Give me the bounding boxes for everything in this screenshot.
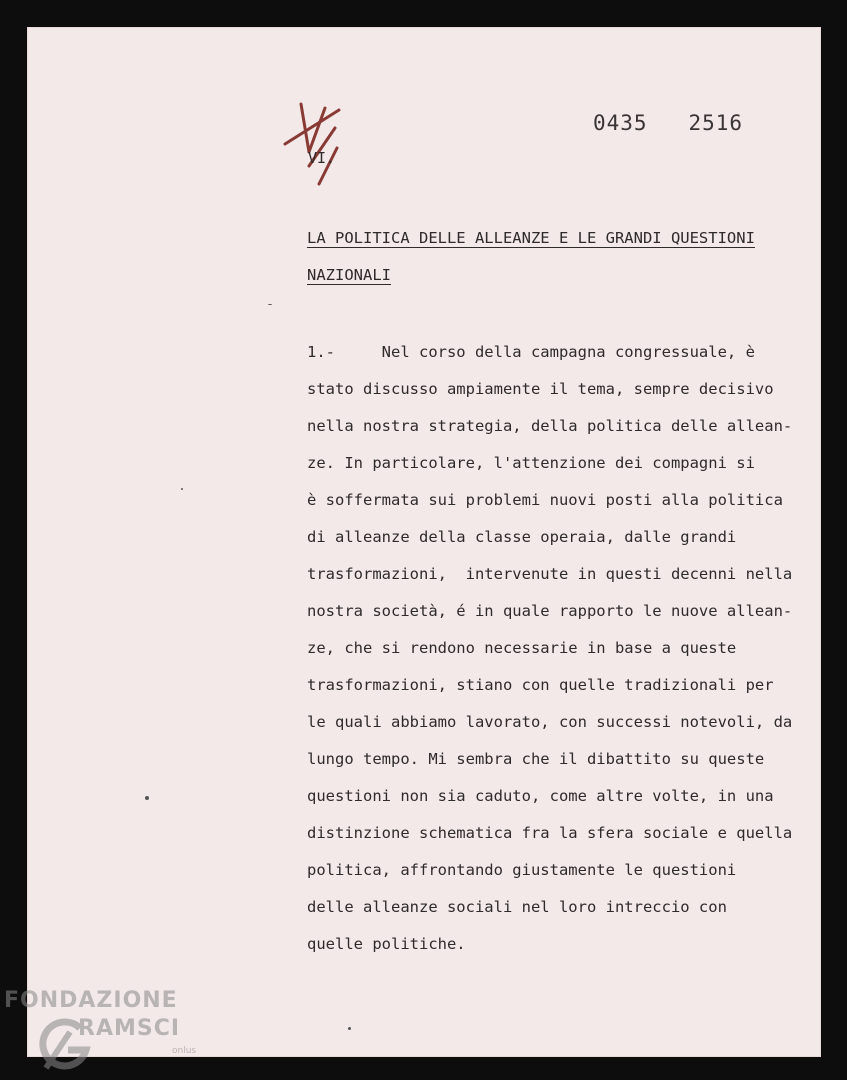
archive-number: 0435 2516 xyxy=(593,111,744,135)
watermark-line-3: onlus xyxy=(172,1046,197,1056)
section-numeral: VI. xyxy=(308,149,336,167)
body-line: quelle politiche. xyxy=(307,935,466,953)
document-page xyxy=(27,27,821,1057)
body-line: trasformazioni, stiano con quelle tradizionali per xyxy=(307,676,774,694)
body-line: lungo tempo. Mi sembra che il dibattito su queste xyxy=(307,750,765,768)
body-line: ze. In particolare, l'attenzione dei compagni si xyxy=(307,454,755,472)
body-line: le quali abbiamo lavorato, con successi notevoli, da xyxy=(307,713,793,731)
body-line: delle alleanze sociali nel loro intreccio con xyxy=(307,898,727,916)
body-line: trasformazioni, intervenute in questi decenni nella xyxy=(307,565,793,583)
fondazione-gramsci-watermark xyxy=(4,988,214,1080)
body-line: nostra società, é in quale rapporto le nuove allean- xyxy=(307,602,793,620)
body-line: questioni non sia caduto, come altre volte, in una xyxy=(307,787,774,805)
document-title-line-2: NAZIONALI xyxy=(307,266,391,284)
watermark-line-1: FONDAZIONE xyxy=(4,988,178,1013)
body-line: distinzione schematica fra la sfera sociale e quella xyxy=(307,824,793,842)
paper-speck xyxy=(145,796,149,800)
paper-speck xyxy=(181,488,183,490)
body-line: è soffermata sui problemi nuovi posti alla politica xyxy=(307,491,783,509)
paper-speck xyxy=(348,1027,351,1030)
body-line: 1.- Nel corso della campagna congressuale, è xyxy=(307,343,755,361)
watermark-line-2: RAMSCI xyxy=(78,1016,181,1041)
body-line: di alleanze della classe operaia, dalle grandi xyxy=(307,528,737,546)
body-line: politica, affrontando giustamente le questioni xyxy=(307,861,737,879)
document-title-line-1: LA POLITICA DELLE ALLEANZE E LE GRANDI QUESTIONI xyxy=(307,229,755,247)
body-line: ze, che si rendono necessarie in base a queste xyxy=(307,639,737,657)
paper-speck xyxy=(268,304,272,305)
body-line: nella nostra strategia, della politica delle allean- xyxy=(307,417,793,435)
handwritten-mark xyxy=(279,94,343,186)
body-line: stato discusso ampiamente il tema, sempre decisivo xyxy=(307,380,774,398)
